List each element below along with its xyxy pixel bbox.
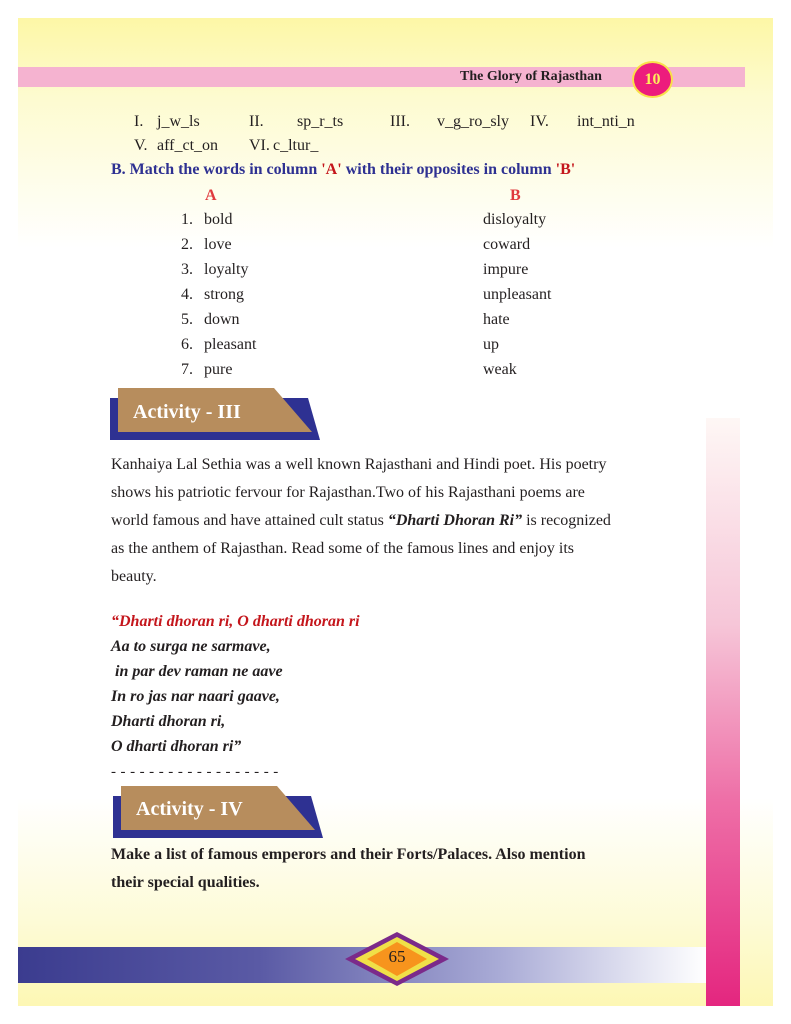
- column-a-word: pleasant: [204, 336, 257, 353]
- column-a-word: love: [204, 236, 232, 253]
- decorative-right-stripe: [706, 418, 740, 1006]
- blank-word: c_ltur_: [273, 137, 319, 154]
- chapter-number-badge: 10: [632, 61, 673, 98]
- blank-num: IV.: [530, 113, 549, 130]
- column-a-word: loyalty: [204, 261, 249, 278]
- activity-4-instruction-line-2: their special qualities.: [111, 874, 260, 891]
- activity-4-title: Activity - IV: [136, 798, 243, 820]
- blank-num: V.: [134, 137, 148, 154]
- activity-3-title: Activity - III: [133, 401, 241, 423]
- column-b-word: coward: [483, 236, 531, 253]
- column-b-word: disloyalty: [483, 211, 547, 228]
- dashed-divider: - - - - - - - - - - - - - - - - - -: [111, 764, 279, 780]
- blank-num: I.: [134, 113, 144, 130]
- row-number: 4.: [181, 286, 193, 303]
- activity-3-paragraph: Kanhaiya Lal Sethia was a well known Rajasthani and Hindi poet. His poetry shows his patriotic fervour for Rajasthan.Two of his Rajasthani poems are world famous and have attained cult status “Dharti Dhoran Ri” is recognized as the anthem of Rajasthan. Read some of the famous lines and enjoy its beauty.: [111, 456, 611, 585]
- blank-num: II.: [249, 113, 264, 130]
- page-number: 65: [388, 947, 406, 966]
- row-number: 3.: [181, 261, 193, 278]
- column-a-word: down: [204, 311, 240, 328]
- column-b-word: impure: [483, 261, 529, 278]
- column-a-word: pure: [204, 361, 233, 378]
- column-b-word: unpleasant: [483, 286, 552, 303]
- poem-line: in par dev raman ne aave: [111, 663, 283, 680]
- blank-num: III.: [390, 113, 410, 130]
- row-number: 5.: [181, 311, 193, 328]
- blank-word: aff_ct_on: [157, 137, 219, 154]
- row-number: 1.: [181, 211, 193, 228]
- column-b-word: up: [483, 336, 499, 353]
- column-b-word: weak: [483, 361, 517, 378]
- column-a-header: A: [205, 187, 217, 204]
- blank-num: VI.: [249, 137, 270, 154]
- blank-word: j_w_ls: [157, 113, 200, 130]
- row-number: 7.: [181, 361, 193, 378]
- poem-line: In ro jas nar naari gaave,: [111, 688, 280, 705]
- blank-word: v_g_ro_sly: [437, 113, 509, 130]
- poem-line: O dharti dhoran ri”: [111, 738, 242, 755]
- activity-4-instruction-line-1: Make a list of famous emperors and their Forts/Palaces. Also mention: [111, 846, 586, 863]
- poem-line: Aa to surga ne sarmave,: [111, 638, 271, 655]
- poem-line: “Dharti dhoran ri, O dharti dhoran ri: [111, 613, 360, 630]
- poem-line: Dharti dhoran ri,: [111, 713, 226, 730]
- row-number: 6.: [181, 336, 193, 353]
- column-a-word: bold: [204, 211, 233, 228]
- column-b-word: hate: [483, 311, 510, 328]
- poem-title-inline: “Dharti Dhoran Ri”: [387, 512, 523, 529]
- column-b-header: B: [510, 187, 521, 204]
- chapter-title: The Glory of Rajasthan: [460, 69, 602, 84]
- column-a-word: strong: [204, 286, 244, 303]
- match-heading: B. Match the words in column 'A' with their opposites in column 'B': [111, 161, 576, 178]
- row-number: 2.: [181, 236, 193, 253]
- blank-word: int_nti_n: [577, 113, 635, 130]
- blank-word: sp_r_ts: [297, 113, 344, 130]
